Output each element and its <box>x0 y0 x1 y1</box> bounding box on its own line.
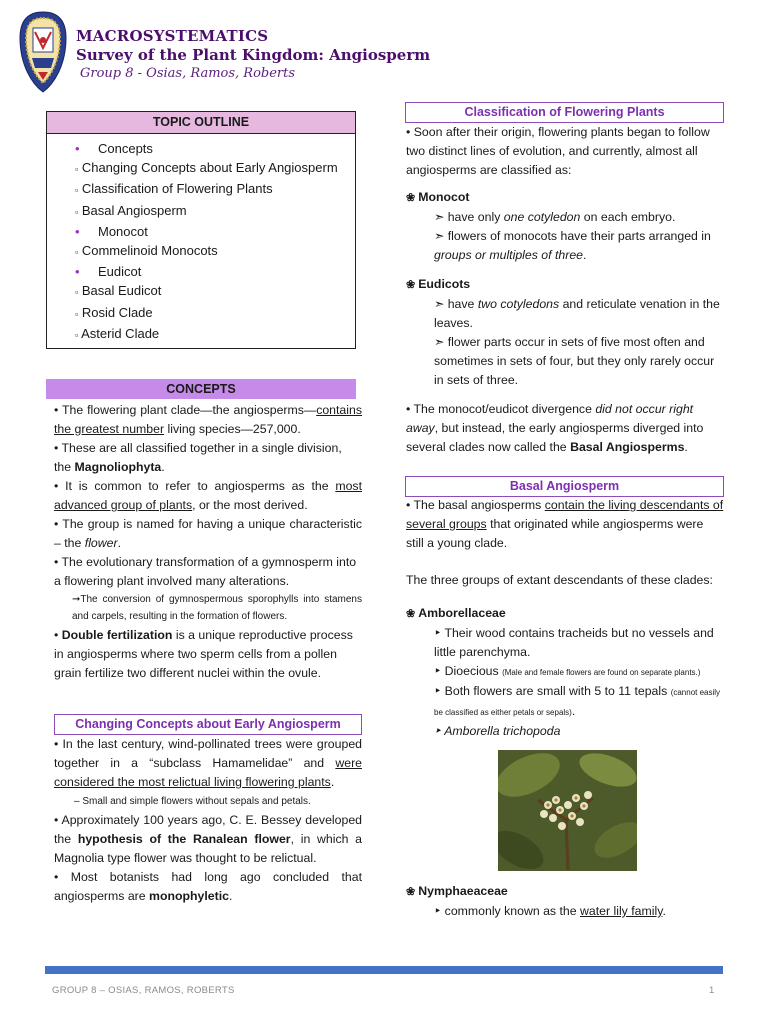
changing-subnote: – Small and simple flowers without sepals and petals. <box>74 796 311 807</box>
group-authors: Group 8 - Osias, Ramos, Roberts <box>80 66 296 81</box>
changing-concepts-section <box>54 735 362 906</box>
document-title: MACROSYSTEMATICS <box>76 27 269 45</box>
changing-concepts-heading: Changing Concepts about Early Angiosperm <box>54 714 362 735</box>
nymphaeaceae-section <box>406 882 724 921</box>
amborellaceae-label: ❀ Amborellaceae <box>406 606 506 620</box>
concepts-section <box>54 401 362 683</box>
outline-item: • Concepts <box>75 139 355 158</box>
monocot-point: ➣ flowers of monocots have their parts arranged in groups or multiples of three. <box>434 229 711 262</box>
outline-item: ▫ Basal Eudicot <box>75 283 162 299</box>
flower-icon: ❀ <box>406 886 416 898</box>
topic-outline-list <box>47 134 355 345</box>
changing-paragraph: • Most botanists had long ago concluded that angiosperms are monophyletic. <box>54 870 362 903</box>
flower-icon: ❀ <box>406 608 416 620</box>
outline-item: • Eudicot <box>75 262 355 281</box>
divergence-paragraph: • The monocot/eudicot divergence did not occur right away, but instead, the early angiosperms diverged into several clades now called the Basal Angiosperms. <box>406 402 704 454</box>
document-subtitle: Survey of the Plant Kingdom: Angiosperm <box>76 46 431 64</box>
nymphaeaceae-point: ‣ commonly known as the water lily family. <box>434 904 666 918</box>
changing-paragraph: • Approximately 100 years ago, C. E. Bessey developed the hypothesis of the Ranalean flower, in which a Magnolia type flower was thought to be relictual. <box>54 813 363 865</box>
outline-item: ▫ Rosid Clade <box>75 304 153 320</box>
footer-authors: GROUP 8 – OSIAS, RAMOS, ROBERTS <box>52 985 235 996</box>
amborellaceae-point: ‣ Both flowers are small with 5 to 11 tepals (cannot easily be classified as either petals or sepals). <box>434 684 721 718</box>
basal-paragraph: • The basal angiosperms contain the living descendants of several groups that originated while angiosperms were still a young clade. <box>406 498 724 550</box>
amborellaceae-point: ‣ Amborella trichopoda <box>434 724 561 738</box>
amborellaceae-point: ‣ Dioecious (Male and female flowers are found on separate plants.) <box>434 664 701 678</box>
outline-item: • Monocot <box>75 222 355 241</box>
eudicot-point: ➣ have two cotyledons and reticulate venation in the leaves. <box>434 297 720 330</box>
page-number: 1 <box>709 985 715 996</box>
flower-icon: ❀ <box>406 192 416 204</box>
topic-outline-box <box>46 111 356 349</box>
monocot-label: ❀ Monocot <box>406 190 470 204</box>
basal-angiosperm-heading: Basal Angiosperm <box>405 476 724 497</box>
concepts-heading: CONCEPTS <box>46 379 356 399</box>
changing-paragraph: • In the last century, wind-pollinated trees were grouped together in a “subclass Hamamelidae” and were considered the most relictual living flowering plants. <box>54 737 362 789</box>
eudicot-label: ❀ Eudicots <box>406 277 471 291</box>
amborellaceae-point: ‣ Their wood contains tracheids but no vessels and little parenchyma. <box>434 626 714 659</box>
concepts-paragraph: • The flowering plant clade—the angiosperms—contains the greatest number living species—257,000. <box>54 403 362 436</box>
flower-icon: ❀ <box>406 279 416 291</box>
classification-intro: • Soon after their origin, flowering plants began to follow two distinct lines of evolution, and currently, almost all angiosperms are classified as: <box>406 125 710 177</box>
eudicot-point: ➣ flower parts occur in sets of five most often and sometimes in sets of four, but they only rarely occur in sets of three. <box>434 335 715 387</box>
outline-item: ▫ Commelinoid Monocots <box>75 243 218 259</box>
concepts-paragraph: • These are all classified together in a single division, the Magnoliophyta. <box>54 441 342 474</box>
university-seal-logo <box>18 10 68 94</box>
outline-item: ▫ Classification of Flowering Plants <box>75 181 273 197</box>
topic-outline-heading: TOPIC OUTLINE <box>47 112 355 134</box>
concepts-paragraph: • It is common to refer to angiosperms as the most advanced group of plants, or the most derived. <box>54 479 362 512</box>
concepts-paragraph: • The evolutionary transformation of a gymnosperm into a flowering plant involved many alterations. <box>54 555 357 588</box>
concepts-paragraph: • Double fertilization is a unique reproductive process in angiosperms where two sperm cells from a pollen grain fertilize two different nuclei within the ovule. <box>54 627 353 680</box>
monocot-point: ➣ have only one cotyledon on each embryo. <box>434 210 676 224</box>
basal-angiosperm-section <box>406 496 724 741</box>
concepts-subnote: ➞The conversion of gymnospermous sporophylls into stamens and carpels, resulting in the formation of flowers. <box>72 594 362 623</box>
classification-heading: Classification of Flowering Plants <box>405 102 724 123</box>
basal-paragraph: The three groups of extant descendants of these clades: <box>406 573 713 587</box>
concepts-paragraph: • The group is named for having a unique characteristic – the flower. <box>54 517 362 550</box>
classification-section <box>406 123 724 457</box>
outline-item: ▫ Basal Angiosperm <box>75 202 187 218</box>
footer-divider <box>45 966 723 974</box>
nymphaeaceae-label: ❀ Nymphaeaceae <box>406 884 508 898</box>
outline-item: ▫ Changing Concepts about Early Angiosperm <box>75 160 338 176</box>
outline-item: ▫ Asterid Clade <box>75 325 160 341</box>
amborella-plant-photo <box>498 750 637 871</box>
